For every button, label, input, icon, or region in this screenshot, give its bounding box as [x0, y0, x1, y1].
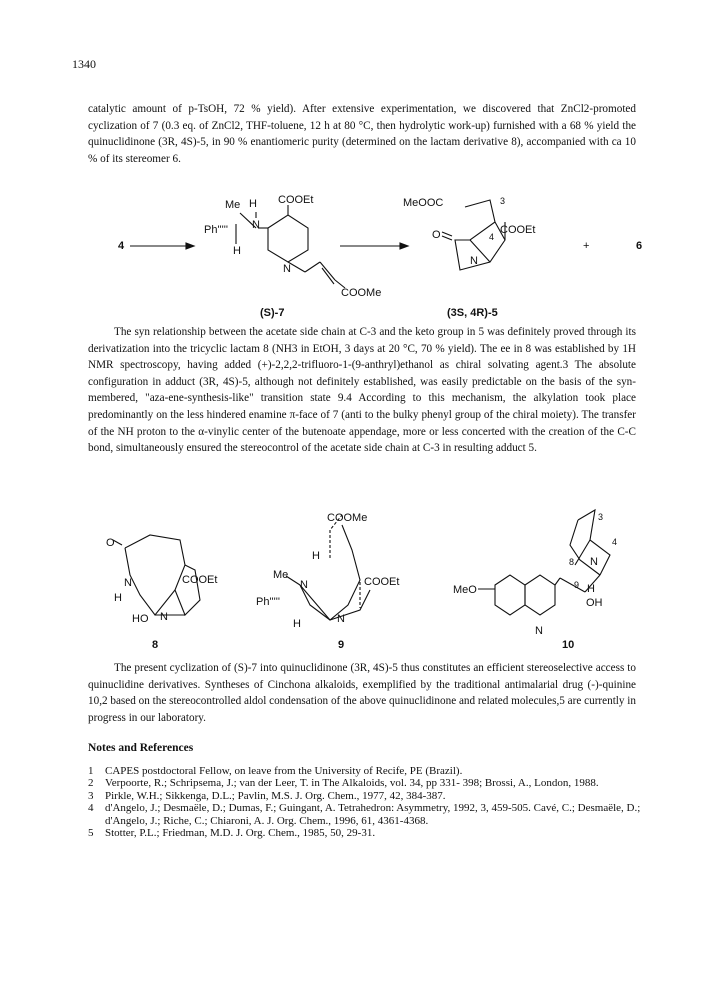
p5-nitrogen: N [470, 255, 478, 267]
reference-text: Verpoorte, R.; Schripsema, J.; van der Leer, T. in The Alkaloids, vol. 34, pp 331- 398; Brossi, A., London, 1988. [105, 777, 599, 790]
s7-cooet: COOEt [278, 194, 314, 206]
s10-c8: 8 [569, 557, 575, 567]
s8-cooet: COOEt [182, 574, 218, 586]
s7-methyl: Me [225, 199, 241, 211]
page-number: 1340 [72, 57, 96, 71]
s8-h: H [114, 592, 122, 604]
s9-n2: N [337, 613, 345, 625]
s9-phenyl: Ph''''' [256, 596, 280, 608]
reference-number: 4 [88, 802, 94, 815]
reference-item [88, 790, 648, 802]
s10-c9: 9 [574, 580, 580, 590]
compound-9-label: 9 [338, 639, 345, 651]
p5-oxygen: O [432, 229, 441, 241]
s10-c3: 3 [598, 512, 604, 522]
s9-methyl: Me [273, 569, 289, 581]
p5-c4: 4 [489, 232, 495, 242]
paragraph-1: catalytic amount of p-TsOH, 72 % yield). After extensive experimentation, we discovered that ZnCl2-promoted cyclization of 7 (0.3 eq. of ZnCl2, THF-toluene, 12 h at 80 °C, then hydrolytic work-up) furnished with a 68 % yield the quinuclidinone (3R, 4S)-5, in 90 % enantiomeric purity (determined on the lactam derivative 8), accompanied with ca 10 % of its stereomer 6. [88, 103, 636, 165]
reference-number: 2 [88, 777, 94, 790]
s8-n1: N [124, 577, 132, 589]
s10-methoxy: MeO [453, 584, 477, 596]
s8-ho: HO [132, 613, 149, 625]
s7-phenyl: Ph''''' [204, 224, 228, 236]
s7-h-top: H [249, 198, 257, 210]
reference-text: Stotter, P.L.; Friedman, M.D. J. Org. Chem., 1985, 50, 29-31. [105, 827, 376, 840]
reference-number: 3 [88, 789, 94, 802]
reference-number: 1 [88, 765, 94, 777]
s10-hydroxy: OH [586, 597, 603, 609]
references-list [88, 765, 648, 839]
reference-text: CAPES postdoctoral Fellow, on leave from the University of Recife, PE (Brazil). [105, 765, 463, 777]
paragraph-2: The syn relationship between the acetate side chain at C-3 and the keto group in 5 was definitely proved through its derivatization into the tricyclic lactam 8 (NH3 in EtOH, 3 days at 20 °C, 70 % yield). The ee in 8 was established by 1H NMR spectroscopy, having added (+)-2,2,2-trifluoro-1-(9-anthryl)ethanol as chiral solvating agent.3 The absolute configuration in adduct (3R, 4S)-5, although not definitely established, was easily predictable on the basis of the syn-membered, "aza-ene-synthesis-like" transition state 9.4 According to this mechanism, the alkylation took place predominantly on the less hindered enamine π-face of 7 (anti to the bulky phenyl group of the chiral moiety). The transfer of the NH proton to the α-vinylic center of the butenoate appendage, more or less concerted with the creation of the C-C bond, simultaneously ensured the stereocontrol of the acetate side chain at C-3 in resulting adduct 5. [88, 326, 636, 455]
reference-item [88, 777, 648, 789]
s9-h-bottom: H [293, 618, 301, 630]
compound-10-label: 10 [562, 639, 575, 651]
s8-n2: N [160, 611, 168, 623]
compound-6-label: 6 [636, 240, 643, 252]
s10-h: H [587, 583, 595, 595]
reference-number: 5 [88, 827, 94, 840]
s8-oxygen: O [106, 537, 115, 549]
s9-n1: N [300, 579, 308, 591]
reference-item [88, 827, 648, 839]
s10-n1: N [590, 556, 598, 568]
compound-8-label: 8 [152, 639, 159, 651]
paragraph-3: The present cyclization of (S)-7 into quinuclidinone (3R, 4S)-5 thus constitutes an efficient stereoselective access to quinuclidine derivatives. Syntheses of Cinchona alkaloids, exemplified by the traditional antimalarial drug (-)-quinine 10,2 based on the stereocontrolled aldol condensation of the above quinuclidinone and related molecules,5 are currently in progress in our laboratory. [88, 662, 637, 724]
s7-h-bottom: H [233, 245, 241, 257]
s9-cooet: COOEt [364, 576, 400, 588]
s10-c4: 4 [612, 537, 618, 547]
plus-sign: + [583, 240, 590, 252]
p5-cooet: COOEt [500, 224, 536, 236]
s9-h-top: H [312, 550, 320, 562]
s7-n1: N [252, 219, 260, 231]
reference-text: d'Angelo, J.; Desmaële, D.; Dumas, F.; Guingant, A. Tetrahedron: Asymmetry, 1992, 3, 459-505. Cavé, C.; Desmaële, D.; d'Angelo, J.; Riche, C.; Chiaroni, A. J. Org. Chem., 1996, 61, 4361-4368. [105, 802, 641, 827]
compound-4-label: 4 [118, 240, 125, 252]
s9-coome: COOMe [327, 512, 368, 524]
s7-coome: COOMe [341, 287, 382, 299]
s10-n2: N [535, 625, 543, 637]
s7-n2: N [283, 263, 291, 275]
p5-meooc: MeOOC [403, 197, 444, 209]
compound-p5-label: (3S, 4R)-5 [447, 307, 498, 319]
notes-heading: Notes and References [88, 742, 194, 754]
compound-s7-label: (S)-7 [260, 307, 285, 319]
reference-item [88, 802, 648, 827]
reference-text: Pirkle, W.H.; Sikkenga, D.L.; Pavlin, M.S. J. Org. Chem., 1977, 42, 384-387. [105, 789, 446, 802]
reference-item [88, 765, 648, 777]
p5-c3: 3 [500, 196, 506, 206]
